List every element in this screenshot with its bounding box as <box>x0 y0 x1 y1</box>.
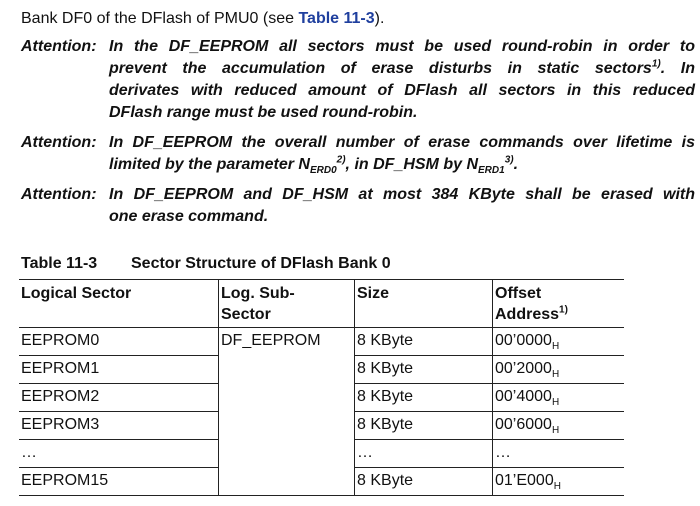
cell-sector: EEPROM1 <box>19 356 219 384</box>
header-logical-sector: Logical Sector <box>19 280 219 328</box>
attention-label: Attention: <box>21 134 97 151</box>
cell-size: 8 KByte <box>355 384 493 412</box>
cell-sector: EEPROM0 <box>19 328 219 356</box>
table-row <box>19 328 624 356</box>
cell-size: 8 KByte <box>355 328 493 356</box>
intro-suffix: ). <box>374 10 385 27</box>
table-caption <box>21 253 391 275</box>
cell-sector: … <box>19 440 219 468</box>
attention-note-3 <box>21 184 695 228</box>
attention-1-line-2: prevent the accumulation of erase disturbs in static sectors$^{1)}$. In <box>109 58 696 77</box>
cell-size: 8 KByte <box>355 468 493 496</box>
header-size: Size <box>355 280 493 328</box>
cell-offset: $00’0000_H$ <box>493 328 625 356</box>
attention-note-2 <box>21 132 695 176</box>
cell-offset: $01’E000_H$ <box>493 468 625 496</box>
cell-subsector: DF_EEPROM <box>219 328 355 496</box>
header-offset-address: Offset Address$^{1)}$ <box>493 280 625 328</box>
sector-structure-table <box>19 279 624 496</box>
table-link[interactable]: Table 11-3 <box>298 10 375 27</box>
attention-note-1 <box>21 36 695 124</box>
header-log-sub-sector: Log. Sub- Sector <box>219 280 355 328</box>
cell-sector: EEPROM2 <box>19 384 219 412</box>
intro-prefix: Bank DF0 of the DFlash of PMU0 (see <box>21 10 299 27</box>
attention-1-line-1: In the DF_EEPROM all sectors must be used round-robin in order to <box>109 38 695 55</box>
cell-size: 8 KByte <box>355 412 493 440</box>
attention-3-line-1: In DF_EEPROM and DF_HSM at most 384 KByte shall be erased with <box>109 186 695 203</box>
cell-size: … <box>355 440 493 468</box>
intro-paragraph <box>21 8 384 30</box>
cell-size: 8 KByte <box>355 356 493 384</box>
cell-sector: EEPROM3 <box>19 412 219 440</box>
table-title: Sector Structure of DFlash Bank 0 <box>131 255 391 272</box>
footnote-ref: 1) <box>651 58 661 70</box>
cell-offset: $00’2000_H$ <box>493 356 625 384</box>
cell-sector: EEPROM15 <box>19 468 219 496</box>
cell-offset: $00’6000_H$ <box>493 412 625 440</box>
cell-offset: … <box>493 440 625 468</box>
table-number: Table 11-3 <box>21 255 98 272</box>
table-header-row <box>19 280 624 328</box>
cell-offset: $00’4000_H$ <box>493 384 625 412</box>
attention-2-line-2: limited by the parameter $N_{ERD0}^{2)}$, in DF_HSM by $N_{ERD1}^{3)}$. <box>109 154 519 177</box>
attention-label: Attention: <box>21 186 97 203</box>
attention-2-line-1: In DF_EEPROM the overall number of erase commands over lifetime is <box>109 134 695 151</box>
attention-label: Attention: <box>21 38 97 55</box>
attention-1-line-3: derivates with reduced amount of DFlash all sectors in this reduced <box>109 82 695 99</box>
attention-3-line-2: one erase command. <box>109 208 269 225</box>
attention-1-line-4: DFlash range must be used round-robin. <box>109 104 418 121</box>
